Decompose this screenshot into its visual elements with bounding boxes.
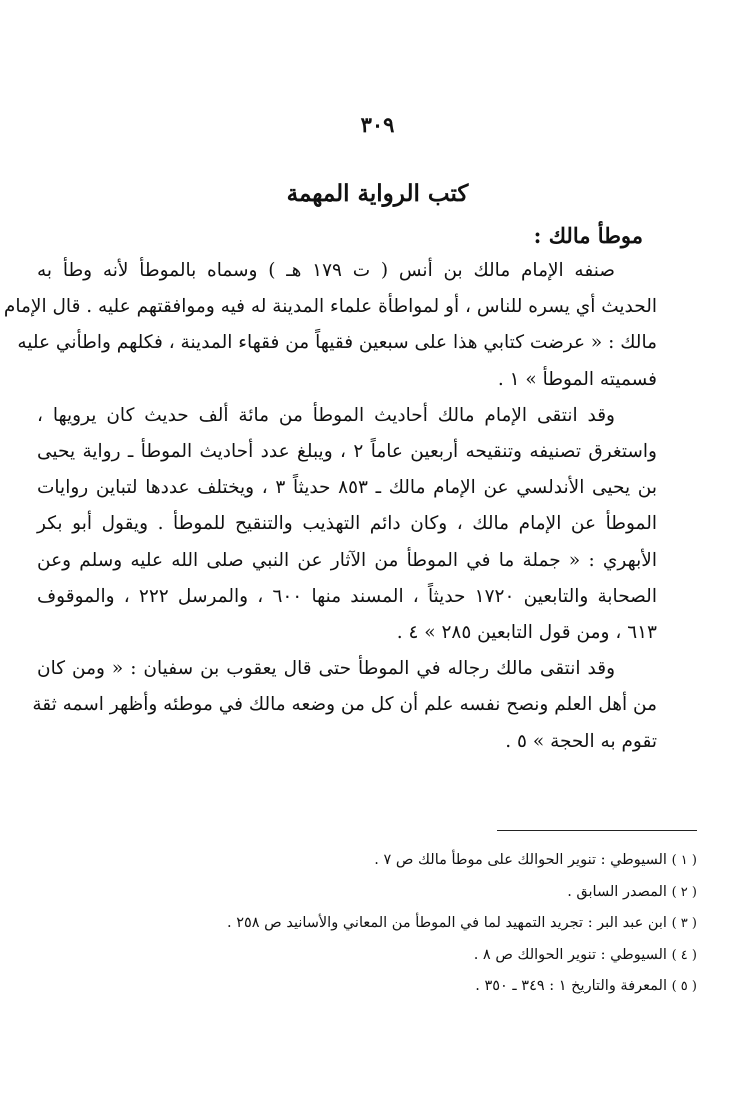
section-heading: موطأ مالك : [533,223,643,248]
footnote-number: ( ٤ ) [671,947,697,963]
footnote-4 [37,940,697,972]
text-line: صنفه الإمام مالك بن أنس ( ت ١٧٩ هـ ) وسماه بالموطأ لأنه وطأ به [37,260,615,281]
footnote-number: ( ١ ) [671,853,697,868]
text-line: وقد انتقى الإمام مالك أحاديث الموطأ من مائة ألف حديث كان يرويها ، [37,404,615,426]
page-number: ٣٠٩ [360,112,395,137]
paragraph-1 [3,253,697,398]
footnote-5 [37,971,697,1003]
footnote-text: السيوطي : تنوير الحوالك ص ٨ . [473,946,667,963]
footnote-1 [37,845,697,877]
footnote-text: المعرفة والتاريخ ١ : ٣٤٩ ـ ٣٥٠ . [475,978,667,994]
body-text [3,253,697,760]
text-line: مالك : « عرضت كتابي هذا على سبعين فقيهاً من فقهاء المدينة ، فكلهم واطأني عليه [17,332,657,354]
text-line: الحديث أي يسره للناس ، أو لمواطأة علماء المدينة له فيه وموافقتهم عليه . قال الإمام [3,296,657,318]
footnote-text: ابن عبد البر : تجريد التمهيد لما في الموطأ من المعاني والأسانيد ص ٢٥٨ . [226,915,667,931]
text-line: وقد انتقى مالك رجاله في الموطأ حتى قال يعقوب بن سفيان : « ومن كان [37,658,615,680]
text-line: الموطأ عن الإمام مالك ، وكان دائم التهذيب والتنقيح للموطأ . ويقول أبو بكر [37,513,657,535]
chapter-title: كتب الرواية المهمة [286,180,469,207]
text-line: تقوم به الحجة » ٥ . [505,730,657,752]
text-line: بن يحيى الأندلسي عن الإمام مالك ـ ٨٥٣ حديثاً ٣ ، ويختلف عددها لتباين روايات [37,477,657,499]
text-line: الأبهري : « جملة ما في الموطأ من الآثار عن النبي صلى الله عليه وسلم وعن [37,549,657,571]
footnote-number: ( ٢ ) [671,884,697,900]
footnote-3 [37,908,697,940]
footnote-2 [37,877,697,909]
footnote-separator [497,830,697,831]
footnotes [37,845,697,1003]
footnote-number: ( ٣ ) [671,916,697,931]
paragraph-3 [32,651,697,760]
text-line: ٦١٣ ، ومن قول التابعين ٢٨٥ » ٤ . [396,622,657,644]
footnote-text: المصدر السابق . [567,883,667,900]
text-line: واستغرق تصنيفه وتنقيحه أربعين عاماً ٢ ، ويبلغ عدد أحاديث الموطأ ـ رواية يحيى [37,441,657,463]
footnote-text: السيوطي : تنوير الحوالك على موطأ مالك ص ٧ . [374,852,667,868]
text-line: من أهل العلم ونصح نفسه علم أن كل من وضعه مالك في موطئه وأظهر اسمه ثقة [32,694,657,716]
text-line: فسميته الموطأ » ١ . [497,368,657,390]
footnote-number: ( ٥ ) [671,979,697,994]
text-line: الصحابة والتابعين ١٧٢٠ حديثاً ، المسند منها ٦٠٠ ، والمرسل ٢٢٢ ، والموقوف [37,585,657,607]
paragraph-2 [37,398,697,651]
